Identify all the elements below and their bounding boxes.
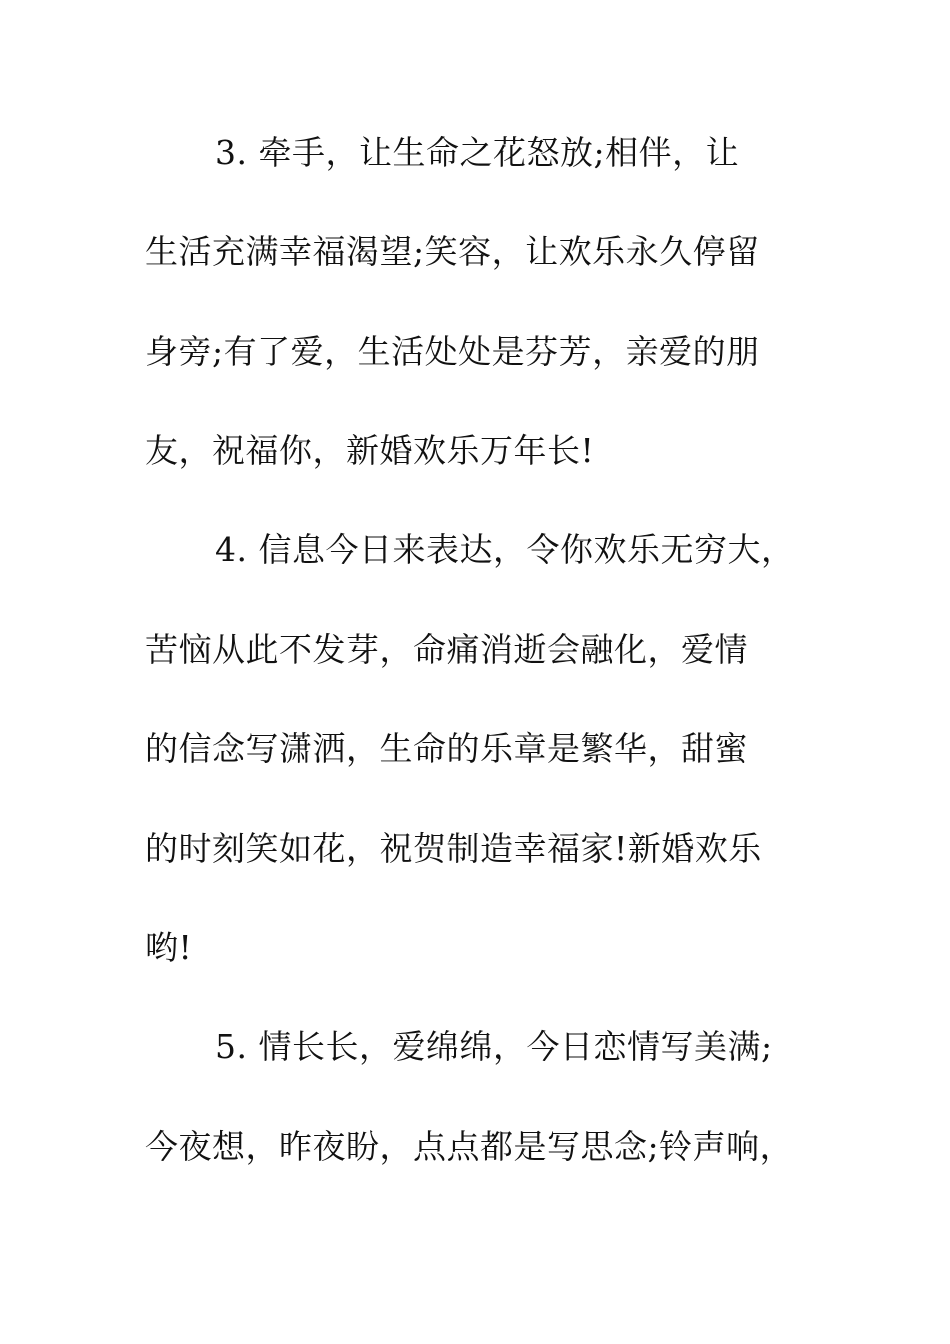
paragraph-3-line-2: 生活充满幸福渴望;笑容，让欢乐永久停留	[145, 232, 760, 271]
paragraph-4-line-3: 的信念写潇洒，生命的乐章是繁华，甜蜜	[145, 729, 748, 768]
paragraph-5-line-2: 今夜想，昨夜盼，点点都是写思念;铃声响，	[145, 1127, 794, 1166]
paragraph-4-line-2: 苦恼从此不发芽，命痛消逝会融化，爱情	[145, 630, 748, 669]
paragraph-3-line-3: 身旁;有了爱，生活处处是芬芳，亲爱的朋	[145, 332, 760, 371]
paragraph-3-line-4: 友，祝福你，新婚欢乐万年长!	[145, 431, 595, 470]
paragraph-4-line-5: 哟!	[145, 928, 193, 967]
paragraph-4-line-1: 4. 信息今日来表达，令你欢乐无穷大，	[215, 530, 795, 569]
paragraph-3-line-1: 3. 牵手，让生命之花怒放;相伴，让	[215, 133, 740, 172]
paragraph-4-line-4: 的时刻笑如花，祝贺制造幸福家!新婚欢乐	[145, 829, 762, 868]
paragraph-5-line-1: 5. 情长长，爱绵绵，今日恋情写美满;	[215, 1027, 773, 1066]
